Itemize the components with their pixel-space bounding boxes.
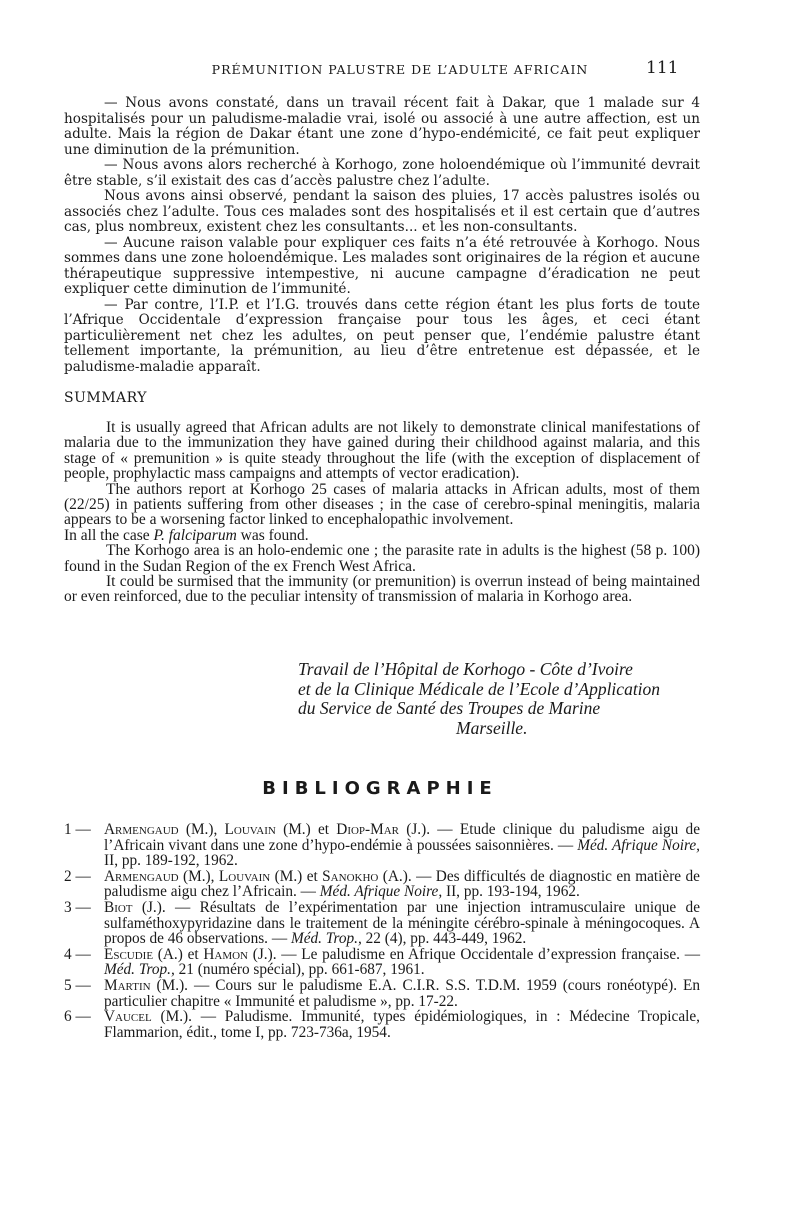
reference-item [64,1009,700,1040]
summary-p2-suffix: was found. [240,526,309,544]
journal-name: Méd. Trop., [290,930,362,948]
reference-number: 1 — [64,821,91,838]
running-title: PRÉMUNITION PALUSTRE DE L’ADULTE AFRICAIN [211,62,589,77]
journal-name: Méd. Afrique Noire, [319,883,443,901]
author: Sanokho [322,867,379,885]
author: Louvain [224,821,276,838]
reference-tail: II, pp. 189-192, 1962. [104,852,238,870]
author: Vaucel [104,1008,152,1026]
author: Diop-Mar [336,821,400,838]
reference-tail: 22 (4), pp. 443-449, 1962. [361,930,527,948]
reference-item [64,900,700,947]
summary-text [64,420,700,605]
reference-item [64,822,700,869]
author-initials: (J.). [399,821,431,838]
summary-heading: SUMMARY [64,390,148,406]
affiliation-line: et de la Clinique Médicale de l’Ecole d’Application [298,678,661,699]
affiliation [298,660,700,738]
affiliation-line: du Service de Santé des Troupes de Marine [298,698,601,718]
affiliation-line: Marseille. [456,717,528,738]
french-conclusions [64,96,700,375]
journal-name: Méd. Trop., [104,961,175,979]
author: Armengaud [104,867,179,885]
reference-number: 5 — [64,976,91,994]
author-initials: (M.) et [275,821,337,838]
reference-item [64,947,700,978]
paragraph: The Korhogo area is an holo-endemic one ; the parasite rate in adults is the highest (58 p. 100) found in the Sudan Region of the ex French West Africa. [64,542,700,575]
reference-tail: II, pp. 193-194, 1962. [442,883,580,901]
author: Martin [104,976,151,994]
author-initials: (M.). [150,976,188,994]
reference-text: — Le paludisme en Afrique Occidentale d’expression française. — [276,945,700,963]
author-initials: (M.). [151,1008,192,1026]
author-initials: (M.), [178,867,219,885]
paragraph: It is usually agreed that African adults are not likely to demonstrate clinical manifestations of malaria due to the immunization they have gained during their childhood against malaria, and this stage of « premunition » is quite steady throughout the life (with the exception of displacement of people, prophylactic mass campaigns and attempts of vector eradication). [64,419,700,483]
paragraph: — Aucune raison valable pour expliquer ces faits n’a été retrouvée à Korhogo. Nous sommes dans une zone holoendémique. Les malades sont originaires de la région et aucune thérapeutique suppressive intempestive, ni aucune campagne d’éradication ne peut expliquer cette diminution de l’immunité. [64,234,700,297]
author: Biot [104,898,133,916]
reference-text: — Résultats de l’expérimentation par une injection intramusculaire unique de sulfaméthoxypyridazine dans le traitement de la méningite cérébro-spinale à méningocoques. A propos de 46 observations. — [104,898,700,948]
author: Hamon [203,945,249,963]
summary-p2-lead: The authors report at Korhogo 25 cases of malaria attacks in African adults, most of them (22/25) in patients suffering from other diseases ; in the case of cerebro-spinal meningitis, malaria appears to be a worsening factor linked to encephalopathic involvement. [64,480,700,529]
paragraph: — Nous avons alors recherché à Korhogo, zone holoendémique où l’immunité devrait être stable, s’il existait des cas d’accès palustre chez l’adulte. [64,157,700,189]
species-name: P. falciparum [153,526,237,544]
bibliography-list [64,822,700,1040]
reference-item [64,978,700,1009]
page-number: 111 [646,58,679,78]
paragraph: — Par contre, l’I.P. et l’I.G. trouvés dans cette région étant les plus forts de toute l’Afrique Occidentale d’expression française pour tous les âges, et ceci étant particulièrement net chez les adultes, on peut penser que, l’endémie palustre étant tellement importante, la prémunition, au lieu d’être entretenue est dépassée, et le paludisme-maladie apparaît. [64,296,700,375]
reference-number: 6 — [64,1008,91,1026]
paragraph: Nous avons ainsi observé, pendant la saison des pluies, 17 accès palustres isolés ou associés chez l’adulte. Tous ces malades sont des hospitalisés et il est certain que d’autres cas, plus nombreux, existent chez les consultants... et les non-consultants. [64,188,700,235]
summary-p2-prefix: In all the case [64,526,150,544]
running-header [0,58,800,82]
bibliography-heading: BIBLIOGRAPHIE [262,778,498,799]
paragraph: — Nous avons constaté, dans un travail récent fait à Dakar, que 1 malade sur 4 hospitalisés pour un paludisme-maladie vrai, isolé ou associé à une autre affection, est un adulte. Mais la région de Dakar étant une zone d’hypo-endémicité, ce fait peut expliquer une diminution de la prémunition. [64,95,700,158]
reference-text: — Paludisme. Immunité, types épidémiologiques, in : Médecine Tropicale, Flammarion, édit., tome I, pp. 723-736a, 1954. [104,1008,701,1041]
paragraph: It could be surmised that the immunity (or premunition) is overrun instead of being maintained or even reinforced, due to the peculiar intensity of transmission of malaria in Korhogo area. [64,573,700,606]
reference-number: 3 — [64,898,91,916]
author: Armengaud [104,821,179,838]
reference-text: — Cours sur le paludisme E.A. C.I.R. S.S. T.D.M. 1959 (cours ronéotypé). En particulier chapitre « Immunité et paludisme », pp. 17-22. [104,976,700,1010]
reference-number: 2 — [64,867,91,885]
journal-name: Méd. Afrique Noire, [577,836,700,854]
author: Escudie [104,945,154,963]
author: Louvain [218,867,271,885]
reference-item [64,869,700,900]
author-initials: (J.). [248,945,277,963]
reference-text: — Des difficultés de diagnostic en matière de paludisme aigu chez l’Africain. — [104,867,700,901]
author-initials: (A.). [378,867,412,885]
reference-text: — Etude clinique du paludisme aigu de l’Africain vivant dans une zone d’hypo-endémie à poussées saisonnières. — [104,821,700,854]
author-initials: (M.) et [270,867,323,885]
reference-tail: 21 (numéro spécial), pp. 661-687, 1961. [174,961,425,979]
affiliation-line: Travail de l’Hôpital de Korhogo - Côte d’Ivoire [298,659,633,679]
reference-number: 4 — [64,945,91,963]
author-initials: (M.), [178,821,225,838]
author-initials: (A.) et [153,945,204,963]
author-initials: (J.). [132,898,166,916]
paragraph [64,482,700,544]
